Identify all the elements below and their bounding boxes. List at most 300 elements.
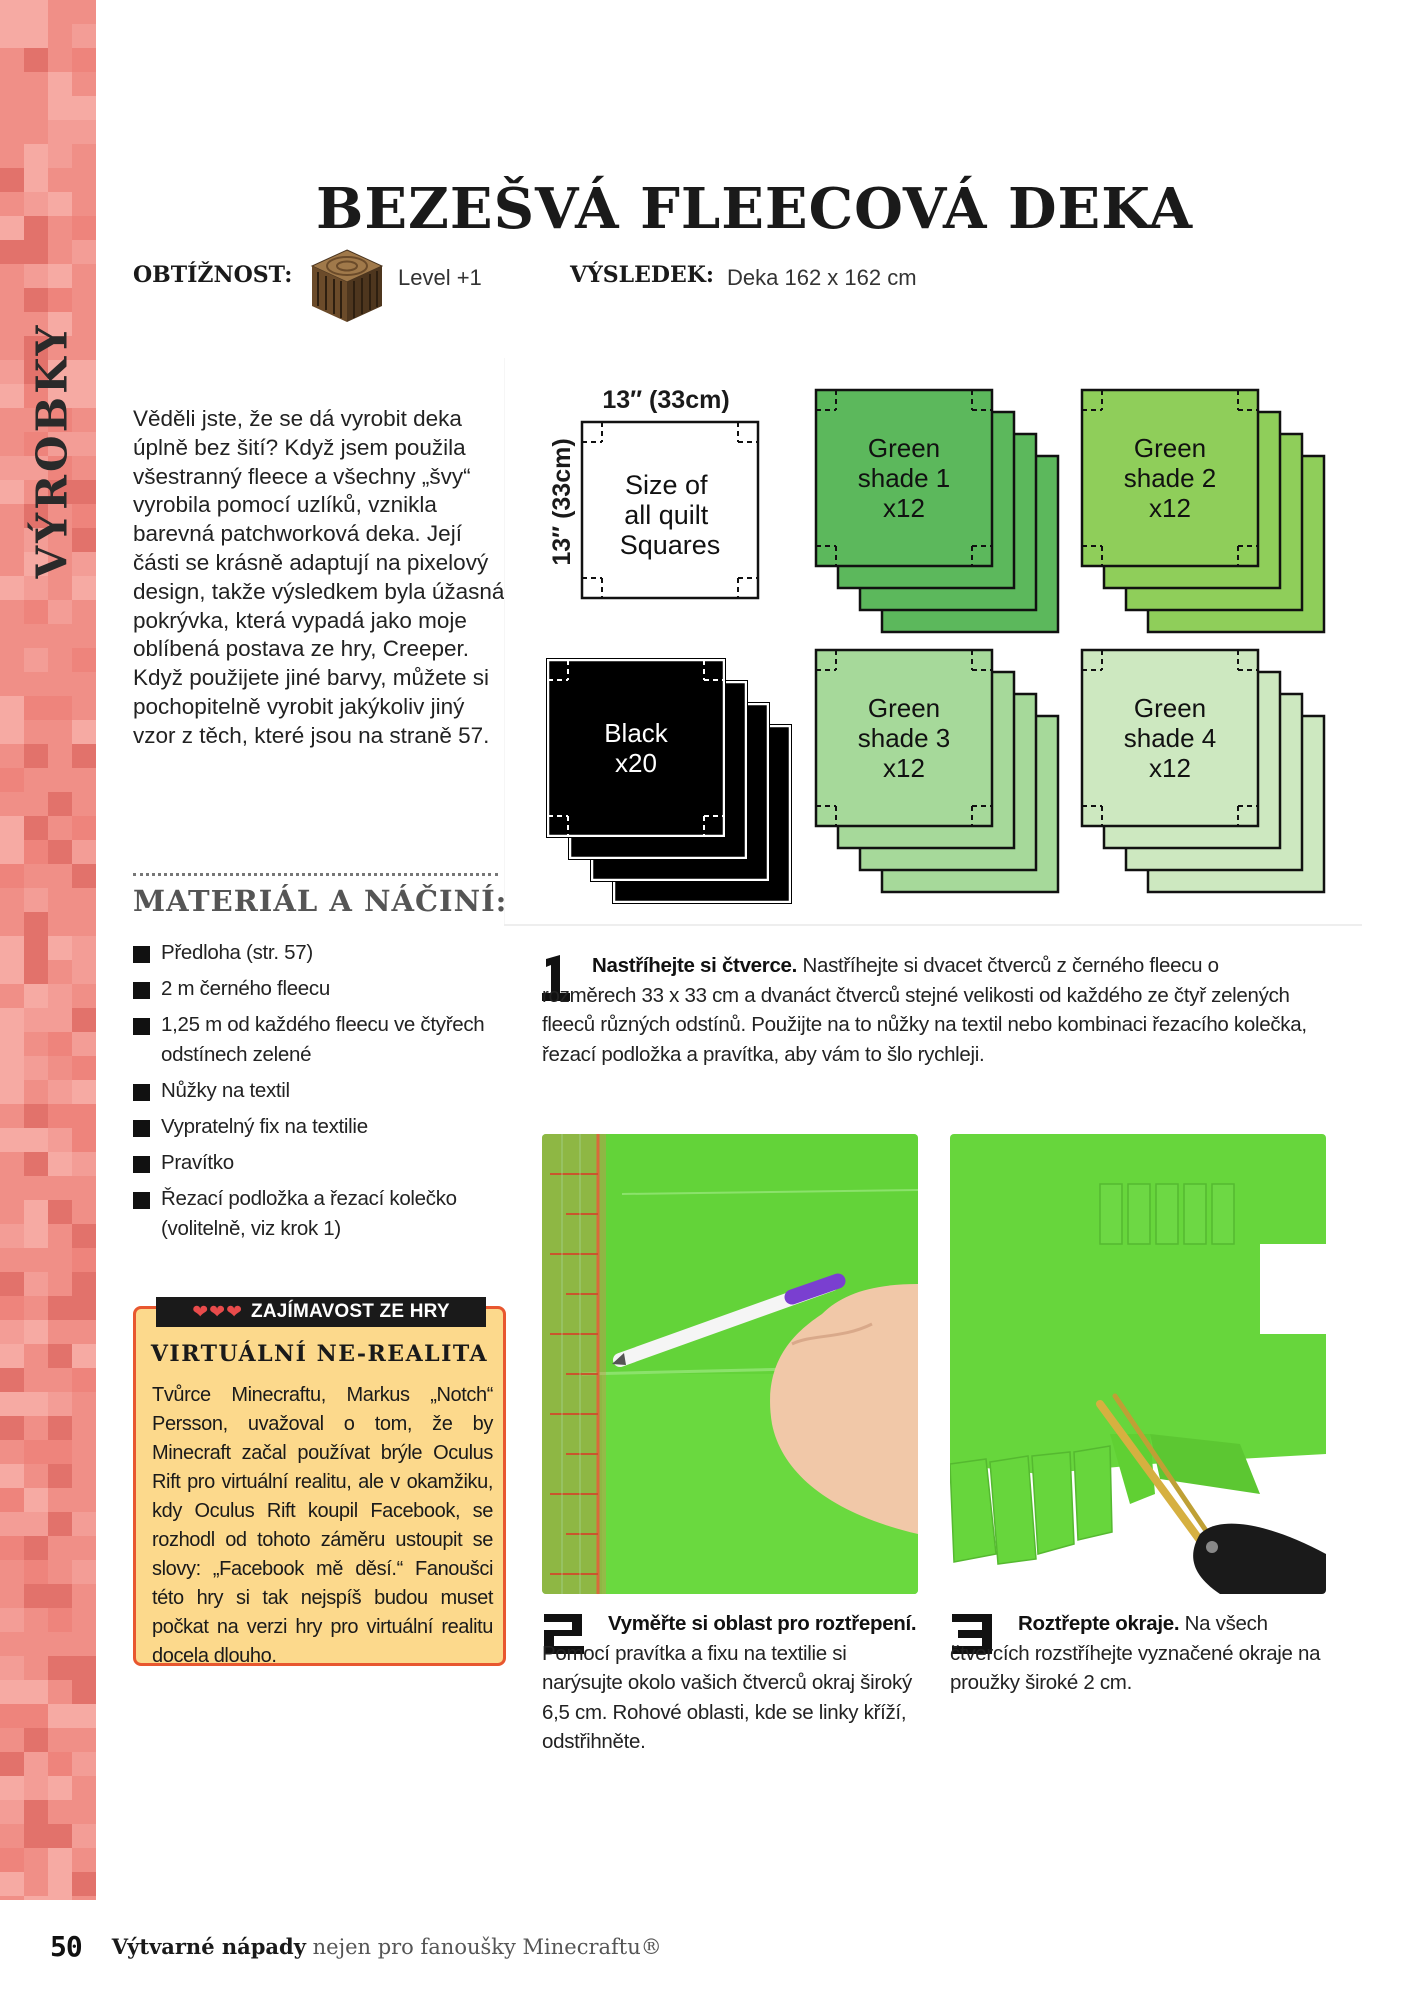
strip-pixel (0, 648, 24, 672)
strip-pixel (48, 264, 72, 288)
strip-pixel (72, 1896, 96, 1900)
strip-pixel (48, 1680, 72, 1704)
fabric-stack-label-line: x20 (615, 748, 657, 778)
strip-pixel (0, 624, 24, 648)
strip-pixel (48, 144, 72, 168)
strip-pixel (48, 1056, 72, 1080)
step-3-body: Na všech čtvercích rozstříhejte vyznačené okraje na proužky široké 2 cm. (950, 1612, 1321, 1694)
strip-pixel (72, 648, 96, 672)
strip-pixel (72, 1536, 96, 1560)
side-pixel-strip (0, 0, 96, 1900)
strip-pixel (24, 1032, 48, 1056)
strip-pixel (72, 936, 96, 960)
strip-pixel (24, 648, 48, 672)
strip-pixel (72, 1344, 96, 1368)
strip-pixel (0, 1752, 24, 1776)
strip-pixel (0, 1584, 24, 1608)
strip-pixel (48, 1200, 72, 1224)
wood-block-icon (308, 246, 386, 324)
strip-pixel (0, 384, 24, 408)
strip-pixel (0, 1176, 24, 1200)
strip-pixel (0, 1632, 24, 1656)
strip-pixel (0, 408, 24, 432)
strip-pixel (0, 120, 24, 144)
strip-pixel (0, 1608, 24, 1632)
strip-pixel (48, 1176, 72, 1200)
strip-pixel (24, 768, 48, 792)
strip-pixel (24, 984, 48, 1008)
strip-pixel (24, 192, 48, 216)
strip-pixel (0, 96, 24, 120)
strip-pixel (72, 864, 96, 888)
strip-pixel (0, 288, 24, 312)
strip-pixel (48, 576, 72, 600)
strip-pixel (24, 1440, 48, 1464)
strip-pixel (24, 1656, 48, 1680)
strip-pixel (72, 1176, 96, 1200)
strip-pixel (24, 864, 48, 888)
strip-pixel (24, 960, 48, 984)
strip-pixel (24, 1272, 48, 1296)
strip-pixel (48, 1800, 72, 1824)
strip-pixel (24, 1296, 48, 1320)
strip-pixel (0, 912, 24, 936)
fabric-stack-label-line: Black (604, 718, 668, 748)
strip-pixel (48, 216, 72, 240)
strip-pixel (48, 624, 72, 648)
strip-pixel (48, 1008, 72, 1032)
strip-pixel (0, 1488, 24, 1512)
fabric-stack-label-line: Green (867, 693, 941, 723)
strip-pixel (48, 1872, 72, 1896)
strip-pixel (48, 1704, 72, 1728)
strip-pixel (24, 1200, 48, 1224)
strip-pixel (0, 504, 24, 528)
strip-pixel (0, 840, 24, 864)
strip-pixel (48, 96, 72, 120)
trivia-banner-text: ZAJÍMAVOST ZE HRY (251, 1301, 450, 1322)
strip-pixel (48, 696, 72, 720)
fabric-stack-label-line: Green (1133, 433, 1207, 463)
strip-pixel (0, 1656, 24, 1680)
strip-pixel (24, 168, 48, 192)
strip-pixel (72, 600, 96, 624)
fabric-stack-label-line: x12 (1149, 493, 1191, 523)
strip-pixel (72, 0, 96, 24)
material-list (133, 938, 505, 1250)
strip-pixel (48, 936, 72, 960)
strip-pixel (24, 144, 48, 168)
strip-pixel (0, 792, 24, 816)
strip-pixel (24, 1008, 48, 1032)
strip-pixel (0, 1872, 24, 1896)
fabric-stack-label-line: shade 4 (1123, 723, 1217, 753)
strip-pixel (72, 744, 96, 768)
strip-pixel (72, 984, 96, 1008)
strip-pixel (24, 1848, 48, 1872)
strip-pixel (72, 696, 96, 720)
list-item (133, 1148, 505, 1178)
strip-pixel (72, 888, 96, 912)
size-side-label: 13″ (33cm) (548, 438, 576, 566)
strip-pixel (48, 240, 72, 264)
strip-pixel (0, 528, 24, 552)
strip-pixel (72, 1152, 96, 1176)
strip-pixel (72, 912, 96, 936)
difficulty-label: OBTÍŽNOST: (133, 262, 293, 288)
fabric-stack-label-line: shade 3 (857, 723, 951, 753)
strip-pixel (24, 1416, 48, 1440)
strip-pixel (24, 1368, 48, 1392)
strip-pixel (0, 1512, 24, 1536)
strip-pixel (24, 624, 48, 648)
size-top-label: 13″ (33cm) (602, 386, 730, 414)
strip-pixel (72, 624, 96, 648)
strip-pixel (48, 672, 72, 696)
strip-pixel (24, 600, 48, 624)
strip-pixel (72, 1848, 96, 1872)
strip-pixel (0, 432, 24, 456)
strip-pixel (24, 1512, 48, 1536)
strip-pixel (0, 1344, 24, 1368)
size-square-line-1: Size of (624, 470, 708, 500)
strip-pixel (72, 1368, 96, 1392)
strip-pixel (0, 264, 24, 288)
strip-pixel (48, 912, 72, 936)
strip-pixel (0, 1728, 24, 1752)
strip-pixel (72, 1392, 96, 1416)
strip-pixel (48, 72, 72, 96)
bullet-square-icon (133, 946, 150, 963)
strip-pixel (48, 792, 72, 816)
strip-pixel (48, 1416, 72, 1440)
strip-pixel (24, 816, 48, 840)
strip-pixel (72, 216, 96, 240)
strip-pixel (24, 120, 48, 144)
strip-pixel (72, 1248, 96, 1272)
strip-pixel (0, 1368, 24, 1392)
strip-pixel (24, 1776, 48, 1800)
strip-pixel (72, 24, 96, 48)
strip-pixel (72, 768, 96, 792)
strip-pixel (0, 144, 24, 168)
strip-pixel (48, 1104, 72, 1128)
strip-pixel (0, 864, 24, 888)
page-title: BEZEŠVÁ FLEECOVÁ DEKA (316, 176, 1194, 242)
strip-pixel (0, 360, 24, 384)
strip-pixel (24, 72, 48, 96)
strip-pixel (48, 1440, 72, 1464)
strip-pixel (0, 1272, 24, 1296)
strip-pixel (24, 792, 48, 816)
strip-pixel (0, 48, 24, 72)
list-item (133, 938, 505, 968)
strip-pixel (72, 1800, 96, 1824)
strip-pixel (72, 1560, 96, 1584)
strip-pixel (48, 1368, 72, 1392)
strip-pixel (24, 1344, 48, 1368)
strip-pixel (0, 1680, 24, 1704)
strip-pixel (0, 1296, 24, 1320)
strip-pixel (48, 1464, 72, 1488)
strip-pixel (0, 816, 24, 840)
footer-title-rest: nejen pro fanoušky Minecraftu® (305, 1935, 662, 1959)
strip-pixel (24, 936, 48, 960)
list-item (133, 974, 505, 1004)
strip-pixel (24, 1464, 48, 1488)
strip-pixel (48, 1272, 72, 1296)
strip-pixel (72, 168, 96, 192)
strip-pixel (24, 696, 48, 720)
strip-pixel (0, 72, 24, 96)
strip-pixel (72, 1128, 96, 1152)
strip-pixel (0, 1104, 24, 1128)
strip-pixel (24, 672, 48, 696)
photo-cutting-fringe (950, 1134, 1326, 1594)
photo-marking-edges (542, 1134, 918, 1594)
fabric-stack-label-line: shade 2 (1123, 463, 1217, 493)
strip-pixel (72, 1488, 96, 1512)
material-heading: MATERIÁL A NÁČINÍ: (133, 884, 508, 918)
strip-pixel (48, 24, 72, 48)
step-2-text (542, 1609, 918, 1757)
strip-pixel (72, 120, 96, 144)
strip-pixel (24, 1128, 48, 1152)
strip-pixel (24, 1896, 48, 1900)
strip-pixel (0, 480, 24, 504)
strip-pixel (48, 744, 72, 768)
list-item-text: Řezací podložka a řezací kolečko (volitelně, viz krok 1) (161, 1187, 457, 1240)
strip-pixel (24, 1824, 48, 1848)
fabric-stack-label-line: x12 (883, 753, 925, 783)
strip-pixel (24, 888, 48, 912)
strip-pixel (48, 816, 72, 840)
strip-pixel (48, 768, 72, 792)
strip-pixel (72, 1320, 96, 1344)
strip-pixel (48, 1512, 72, 1536)
strip-pixel (72, 1272, 96, 1296)
strip-pixel (24, 912, 48, 936)
strip-pixel (72, 1008, 96, 1032)
strip-pixel (0, 1320, 24, 1344)
strip-pixel (0, 312, 24, 336)
strip-pixel (72, 1584, 96, 1608)
strip-pixel (0, 936, 24, 960)
strip-pixel (72, 1440, 96, 1464)
strip-pixel (48, 0, 72, 24)
strip-pixel (48, 288, 72, 312)
strip-pixel (0, 0, 24, 24)
strip-pixel (24, 1488, 48, 1512)
strip-pixel (0, 1464, 24, 1488)
strip-pixel (72, 1776, 96, 1800)
strip-pixel (48, 1776, 72, 1800)
strip-pixel (24, 1224, 48, 1248)
difficulty-value: Level +1 (398, 265, 482, 290)
strip-pixel (0, 744, 24, 768)
strip-pixel (48, 1128, 72, 1152)
footer-title (112, 1934, 662, 1959)
strip-pixel (72, 1224, 96, 1248)
strip-pixel (48, 1080, 72, 1104)
strip-pixel (48, 48, 72, 72)
strip-pixel (72, 48, 96, 72)
strip-pixel (48, 1032, 72, 1056)
strip-pixel (0, 1848, 24, 1872)
strip-pixel (0, 1032, 24, 1056)
strip-pixel (24, 288, 48, 312)
strip-pixel (24, 1176, 48, 1200)
strip-pixel (0, 1200, 24, 1224)
fabric-stack-label-line: shade 1 (857, 463, 951, 493)
strip-pixel (48, 600, 72, 624)
strip-pixel (72, 1296, 96, 1320)
strip-pixel (72, 1056, 96, 1080)
strip-pixel (72, 1464, 96, 1488)
strip-pixel (24, 1608, 48, 1632)
strip-pixel (0, 1776, 24, 1800)
bullet-square-icon (133, 982, 150, 999)
strip-pixel (24, 0, 48, 24)
strip-pixel (24, 1104, 48, 1128)
strip-pixel (0, 168, 24, 192)
strip-pixel (72, 72, 96, 96)
strip-pixel (0, 1080, 24, 1104)
strip-pixel (0, 336, 24, 360)
section-label: VÝROBKY (27, 322, 77, 578)
step-2-title: Vyměřte si oblast pro roztřepení. (608, 1612, 917, 1635)
quilt-squares-diagram (504, 358, 1362, 926)
strip-pixel (0, 1248, 24, 1272)
strip-pixel (48, 120, 72, 144)
strip-pixel (0, 1416, 24, 1440)
strip-pixel (48, 1392, 72, 1416)
list-item-text: Nůžky na textil (161, 1079, 290, 1102)
strip-pixel (0, 240, 24, 264)
strip-pixel (0, 672, 24, 696)
strip-pixel (0, 1392, 24, 1416)
strip-pixel (0, 1152, 24, 1176)
strip-pixel (0, 1824, 24, 1848)
strip-pixel (72, 240, 96, 264)
strip-pixel (0, 600, 24, 624)
strip-pixel (0, 552, 24, 576)
result-label: VÝSLEDEK: (570, 262, 714, 288)
step-1-body: Nastříhejte si dvacet čtverců z černého fleecu o rozměrech 33 x 33 cm a dvanáct čtverců stejné velikosti od každého ze čtyř zelených fleeců různých odstínů. Použijte na to nůžky na textil nebo kombinaci řezacího kolečka, řezací podložka a pravítka, aby vám to šlo rychleji. (542, 954, 1307, 1066)
strip-pixel (24, 1704, 48, 1728)
strip-pixel (24, 1056, 48, 1080)
strip-pixel (24, 1632, 48, 1656)
list-item-text: Předloha (str. 57) (161, 941, 313, 964)
bullet-square-icon (133, 1018, 150, 1035)
strip-pixel (0, 456, 24, 480)
strip-pixel (24, 1248, 48, 1272)
strip-pixel (24, 24, 48, 48)
page-number: 50 (50, 1930, 82, 1963)
footer-title-bold: Výtvarné nápady (111, 1934, 306, 1959)
strip-pixel (72, 1416, 96, 1440)
strip-pixel (24, 840, 48, 864)
strip-pixel (24, 1080, 48, 1104)
strip-pixel (48, 1608, 72, 1632)
step-1-title: Nastříhejte si čtverce. (592, 954, 798, 977)
strip-pixel (48, 840, 72, 864)
strip-pixel (0, 192, 24, 216)
strip-pixel (48, 1488, 72, 1512)
strip-pixel (48, 168, 72, 192)
strip-pixel (48, 1752, 72, 1776)
step-3-title: Roztřepte okraje. (1018, 1612, 1180, 1635)
hearts-icon: ❤❤❤ (192, 1301, 244, 1323)
strip-pixel (48, 1536, 72, 1560)
size-square-line-2: all quilt (624, 500, 709, 530)
trivia-text: Tvůrce Minecraftu, Markus „Notch“ Persson, uvažoval o tom, že by Minecraft začal používat brýle Oculus Rift pro virtuální realitu, ale v okamžiku, kdy Oculus Rift koupil Facebook, se rozhodl od tohoto záměru ustoupit se slovy: „Facebook mě děsí.“ Fanoušci této hry si tak nejspíš budou muset počkat na verzi hry pro virtuální realitu docela dlouho. (152, 1384, 493, 1667)
strip-pixel (48, 1224, 72, 1248)
strip-pixel (72, 1608, 96, 1632)
trivia-box (133, 1301, 506, 1667)
strip-pixel (48, 864, 72, 888)
strip-pixel (48, 648, 72, 672)
strip-pixel (0, 960, 24, 984)
strip-pixel (48, 1296, 72, 1320)
list-item (133, 1076, 505, 1106)
strip-pixel (48, 1656, 72, 1680)
strip-pixel (24, 720, 48, 744)
strip-pixel (72, 720, 96, 744)
strip-pixel (72, 1824, 96, 1848)
strip-pixel (0, 1536, 24, 1560)
step-2-body: Pomocí pravítka a fixu na textilie si narýsujte okolo vašich čtverců okraj široký 6,5 cm. Rohové oblasti, kde se linky kříží, odstřihněte. (542, 1641, 912, 1753)
strip-pixel (72, 792, 96, 816)
list-item-text: 1,25 m od každého fleecu ve čtyřech odstínech zelené (161, 1013, 485, 1066)
size-square-label (620, 470, 721, 560)
list-item (133, 1112, 505, 1142)
strip-pixel (72, 1104, 96, 1128)
strip-pixel (48, 984, 72, 1008)
strip-pixel (72, 1512, 96, 1536)
size-square-line-3: Squares (619, 530, 721, 560)
strip-pixel (24, 576, 48, 600)
strip-pixel (24, 1728, 48, 1752)
strip-pixel (48, 1848, 72, 1872)
bullet-square-icon (133, 1192, 150, 1209)
strip-pixel (72, 1704, 96, 1728)
material-divider (133, 873, 498, 876)
strip-pixel (0, 1704, 24, 1728)
strip-pixel (48, 192, 72, 216)
footer (50, 1930, 662, 1963)
strip-pixel (48, 1824, 72, 1848)
strip-pixel (0, 1008, 24, 1032)
strip-pixel (48, 1896, 72, 1900)
strip-pixel (0, 216, 24, 240)
strip-pixel (72, 1680, 96, 1704)
strip-pixel (0, 1128, 24, 1152)
strip-pixel (24, 1392, 48, 1416)
bullet-square-icon (133, 1120, 150, 1137)
step-1-text (542, 951, 1310, 1069)
strip-pixel (72, 96, 96, 120)
strip-pixel (72, 816, 96, 840)
strip-pixel (48, 1248, 72, 1272)
strip-pixel (0, 1800, 24, 1824)
fabric-stack-label-line: x12 (883, 493, 925, 523)
strip-pixel (0, 1896, 24, 1900)
strip-pixel (72, 1200, 96, 1224)
strip-pixel (48, 1152, 72, 1176)
strip-pixel (0, 1560, 24, 1584)
strip-pixel (0, 768, 24, 792)
